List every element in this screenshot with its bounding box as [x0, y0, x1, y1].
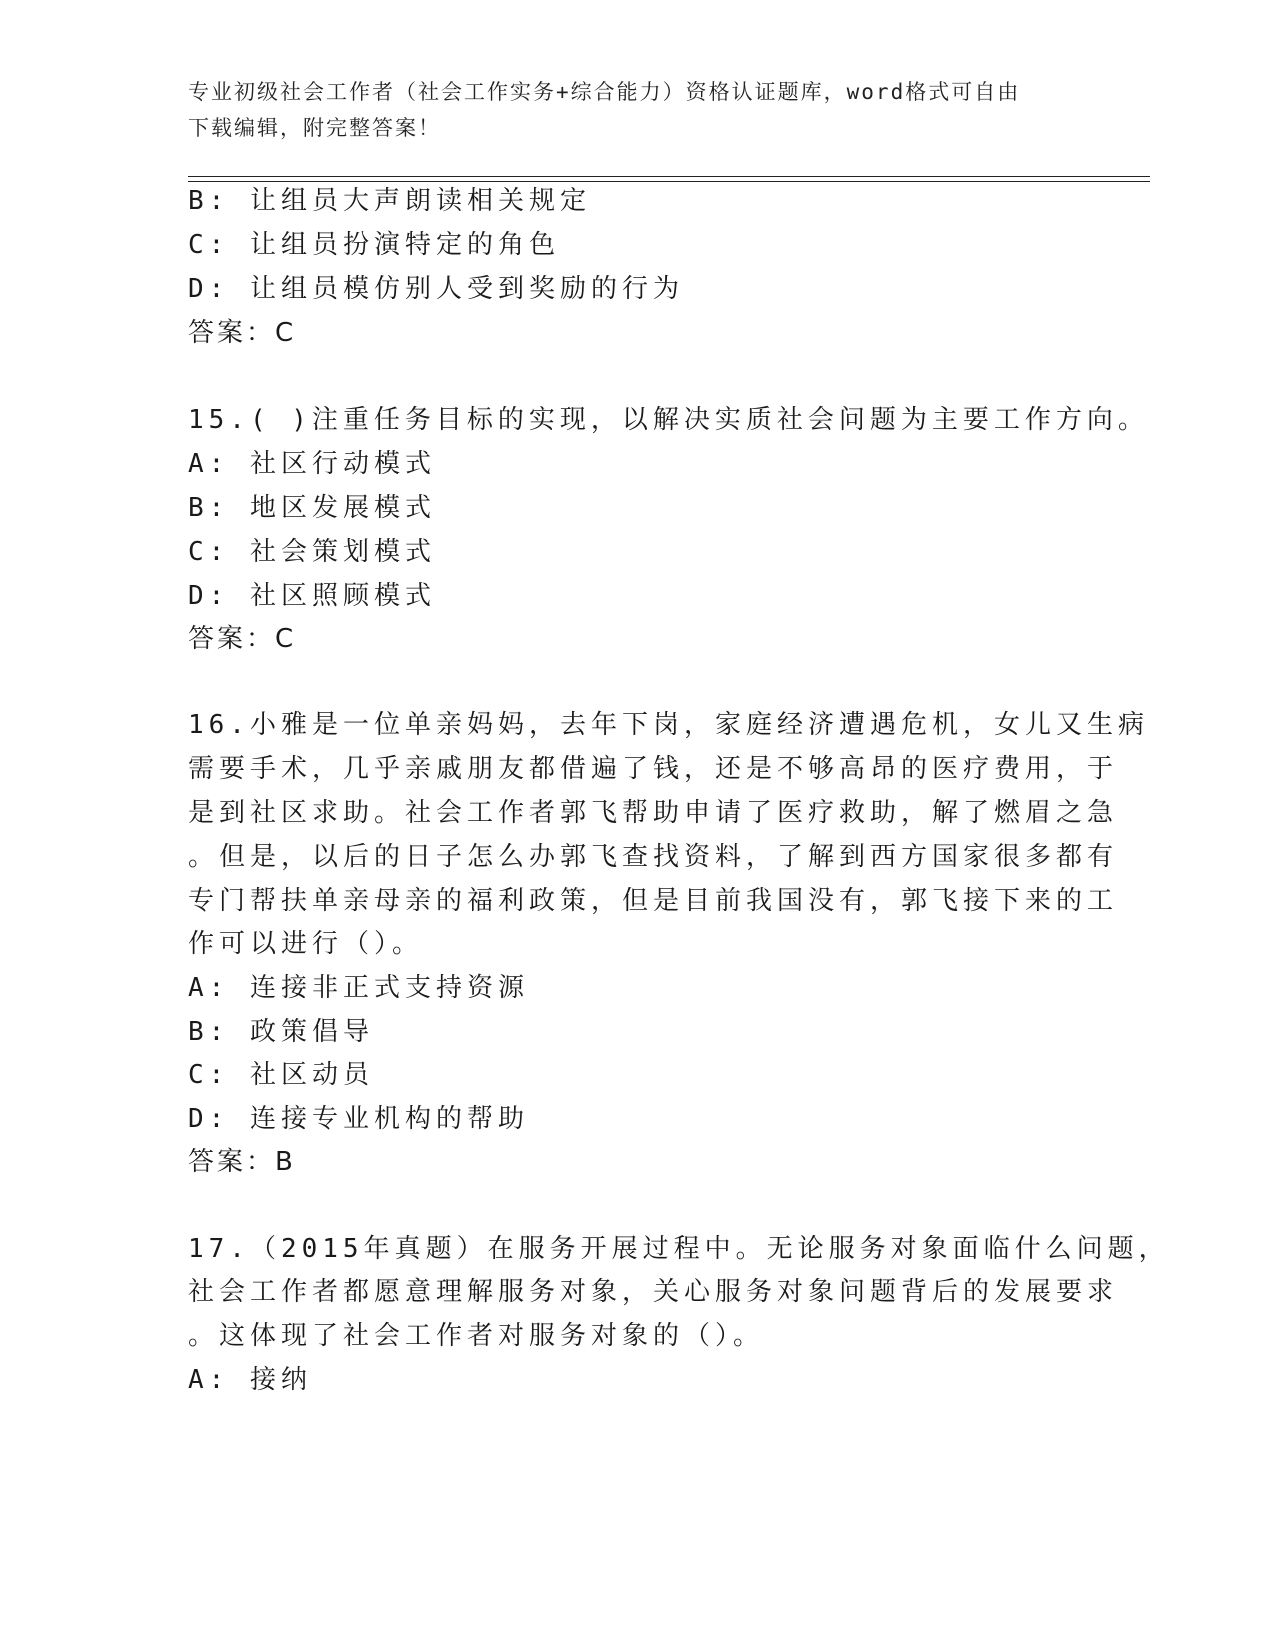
question-16-option-a: A: 连接非正式支持资源 — [188, 973, 529, 1003]
header-divider-top — [188, 176, 1150, 177]
header-line-1: 专业初级社会工作者（社会工作实务+综合能力）资格认证题库，word格式可自由 — [188, 80, 1021, 104]
question-15-option-b: B: 地区发展模式 — [188, 493, 436, 523]
question-16-stem-line: 作可以进行（）。 — [188, 929, 424, 959]
question-16-answer: 答案：B — [188, 1147, 296, 1177]
question-16-option-d: D: 连接专业机构的帮助 — [188, 1104, 529, 1134]
question-16-stem-line: 。但是，以后的日子怎么办郭飞查找资料，了解到西方国家很多都有 — [188, 842, 1119, 872]
question-16-stem-line: 专门帮扶单亲母亲的福利政策，但是目前我国没有，郭飞接下来的工 — [188, 886, 1119, 916]
question-15-stem: 15.( )注重任务目标的实现，以解决实质社会问题为主要工作方向。 — [188, 405, 1149, 435]
option-c: C: 让组员扮演特定的角色 — [188, 230, 560, 260]
question-17-stem-line: 社会工作者都愿意理解服务对象，关心服务对象问题背后的发展要求 — [188, 1277, 1119, 1307]
answer-line: 答案：C — [188, 318, 297, 348]
question-15-answer: 答案：C — [188, 624, 297, 654]
question-16-stem-line: 16.小雅是一位单亲妈妈，去年下岗，家庭经济遭遇危机，女儿又生病 — [188, 710, 1149, 740]
question-16-option-b: B: 政策倡导 — [188, 1017, 374, 1047]
document-header — [188, 74, 1088, 146]
header-divider-bottom — [188, 181, 1150, 182]
question-17-stem-line: 17.（2015年真题）在服务开展过程中。无论服务对象面临什么问题， — [188, 1234, 1170, 1264]
question-15-option-a: A: 社区行动模式 — [188, 449, 436, 479]
question-15-option-c: C: 社会策划模式 — [188, 537, 436, 567]
question-15-option-d: D: 社区照顾模式 — [188, 581, 436, 611]
question-16-option-c: C: 社区动员 — [188, 1060, 374, 1090]
question-16-stem-line: 是到社区求助。社会工作者郭飞帮助申请了医疗救助，解了燃眉之急 — [188, 798, 1119, 828]
question-17-stem-line: 。这体现了社会工作者对服务对象的（）。 — [188, 1321, 765, 1351]
option-d: D: 让组员模仿别人受到奖励的行为 — [188, 274, 684, 304]
header-line-2: 下载编辑，附完整答案！ — [188, 116, 441, 140]
question-17-option-a: A: 接纳 — [188, 1365, 312, 1395]
question-16-stem-line: 需要手术，几乎亲戚朋友都借遍了钱，还是不够高昂的医疗费用，于 — [188, 754, 1119, 784]
option-b: B: 让组员大声朗读相关规定 — [188, 186, 591, 216]
